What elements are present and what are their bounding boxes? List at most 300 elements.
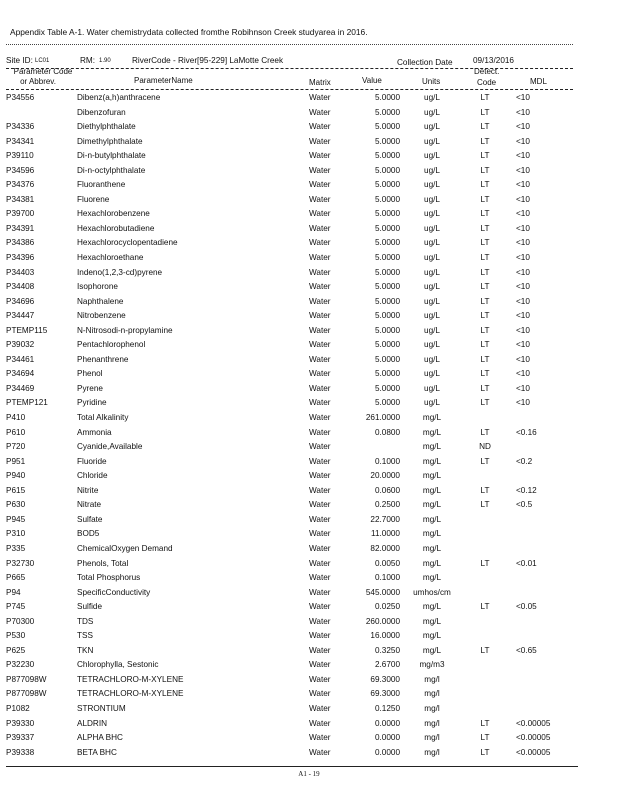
value-cell: 5.0000 <box>374 369 400 379</box>
detect-code-cell: LT <box>480 93 490 102</box>
units-cell: ug/L <box>424 354 440 364</box>
table-row <box>0 673 618 688</box>
parameter-code-cell: P940 <box>6 471 26 481</box>
col-units-header: Units <box>422 77 441 86</box>
detect-code-cell: LT <box>480 296 490 306</box>
parameter-name-cell: Dibenzofuran <box>77 107 126 117</box>
table-row <box>0 266 618 281</box>
detect-code-cell: LT <box>480 500 490 510</box>
matrix-cell: Water <box>309 136 331 146</box>
units-cell: mg/l <box>424 674 440 684</box>
mdl-cell: <10 <box>516 122 530 132</box>
detect-code-cell: ND <box>479 442 491 452</box>
parameter-name-cell: Total Phosphorus <box>77 573 141 583</box>
river-code: RiverCode - River[95-229] LaMotte Creek <box>132 56 284 65</box>
matrix-cell: Water <box>309 471 331 481</box>
col-code-header-line2: or Abbrev. <box>20 77 56 86</box>
parameter-code-cell: P951 <box>6 456 26 466</box>
matrix-cell: Water <box>309 456 331 466</box>
table-row <box>0 382 618 397</box>
table-row <box>0 746 618 761</box>
parameter-code-cell: P34408 <box>6 282 35 292</box>
table-row <box>0 600 618 615</box>
mdl-cell: <10 <box>516 180 530 190</box>
table-row <box>0 280 618 295</box>
detect-code-cell: LT <box>480 354 490 364</box>
mdl-cell: <10 <box>516 311 530 321</box>
mdl-cell: <10 <box>516 383 530 393</box>
units-cell: ug/L <box>424 194 440 204</box>
parameter-code-cell: P877098W <box>6 674 47 684</box>
units-cell: ug/L <box>424 93 440 102</box>
matrix-cell: Water <box>309 573 331 583</box>
matrix-cell: Water <box>309 558 331 568</box>
detect-code-cell: LT <box>480 485 490 495</box>
table-row <box>0 236 618 251</box>
value-cell: 0.0250 <box>374 602 400 612</box>
parameter-name-cell: Pentachlorophenol <box>77 340 146 350</box>
matrix-cell: Water <box>309 631 331 641</box>
rm-value: 1.90 <box>99 58 111 64</box>
matrix-cell: Water <box>309 369 331 379</box>
title-divider <box>6 44 573 45</box>
parameter-code-cell: P945 <box>6 514 26 524</box>
units-cell: mg/L <box>422 543 442 553</box>
table-row <box>0 484 618 499</box>
col-detect-header-line1: Detect. <box>474 67 500 76</box>
matrix-cell: Water <box>309 733 331 743</box>
value-cell: 22.7000 <box>370 514 400 524</box>
parameter-code-cell: P34381 <box>6 194 35 204</box>
table-row <box>0 615 618 630</box>
matrix-cell: Water <box>309 151 331 161</box>
table-row <box>0 498 618 513</box>
value-cell: 5.0000 <box>374 136 400 146</box>
units-cell: ug/L <box>424 122 440 132</box>
value-cell: 0.3250 <box>374 645 400 655</box>
detect-code-cell: LT <box>480 122 490 132</box>
table-row <box>0 411 618 426</box>
parameter-name-cell: Pyrene <box>77 383 103 393</box>
matrix-cell: Water <box>309 543 331 553</box>
matrix-cell: Water <box>309 165 331 175</box>
parameter-name-cell: Ammonia <box>77 427 112 437</box>
matrix-cell: Water <box>309 194 331 204</box>
value-cell: 5.0000 <box>374 151 400 161</box>
matrix-cell: Water <box>309 311 331 321</box>
detect-code-cell: LT <box>480 747 490 757</box>
matrix-cell: Water <box>309 674 331 684</box>
value-cell: 0.0000 <box>374 747 400 757</box>
table-row <box>0 106 618 121</box>
value-cell: 5.0000 <box>374 107 400 117</box>
parameter-name-cell: Isophorone <box>77 282 118 292</box>
matrix-cell: Water <box>309 209 331 219</box>
table-row <box>0 527 618 542</box>
table-row <box>0 324 618 339</box>
table-row <box>0 396 618 411</box>
parameter-code-cell: P34336 <box>6 122 35 132</box>
parameter-name-cell: Hexachlorobenzene <box>77 209 150 219</box>
parameter-code-cell: P335 <box>6 543 26 553</box>
parameter-code-cell: PTEMP115 <box>6 325 48 335</box>
parameter-code-cell: P34694 <box>6 369 35 379</box>
table-row <box>0 513 618 528</box>
detect-code-cell: LT <box>480 558 490 568</box>
mdl-cell: <0.16 <box>516 427 537 437</box>
matrix-cell: Water <box>309 282 331 292</box>
value-cell: 82.0000 <box>370 543 400 553</box>
table-row <box>0 135 618 150</box>
matrix-cell: Water <box>309 587 331 597</box>
matrix-cell: Water <box>309 238 331 248</box>
detect-code-cell: LT <box>480 194 490 204</box>
mdl-cell: <10 <box>516 340 530 350</box>
value-cell: 5.0000 <box>374 311 400 321</box>
units-cell: ug/L <box>424 369 440 379</box>
table-row <box>0 149 618 164</box>
units-cell: mg/L <box>422 529 442 539</box>
detect-code-cell: LT <box>480 325 490 335</box>
parameter-code-cell: P32230 <box>6 660 35 670</box>
units-cell: ug/L <box>424 253 440 263</box>
parameter-code-cell: P630 <box>6 500 26 510</box>
detect-code-cell: LT <box>480 369 490 379</box>
col-matrix-header: Matrix <box>309 78 331 87</box>
matrix-cell: Water <box>309 267 331 277</box>
footer-rule <box>6 766 578 767</box>
value-cell: 0.0800 <box>374 427 400 437</box>
parameter-code-cell: P34341 <box>6 136 35 146</box>
col-detect-header-line2: Code <box>477 78 497 87</box>
parameter-name-cell: Dimethylphthalate <box>77 136 143 146</box>
value-cell: 0.0600 <box>374 485 400 495</box>
units-cell: mg/L <box>422 558 442 568</box>
parameter-name-cell: TETRACHLORO-M-XYLENE <box>77 689 184 699</box>
units-cell: ug/L <box>424 209 440 219</box>
matrix-cell: Water <box>309 340 331 350</box>
parameter-code-cell: P530 <box>6 631 26 641</box>
matrix-cell: Water <box>309 93 331 102</box>
value-cell: 0.0000 <box>374 718 400 728</box>
value-cell: 11.0000 <box>371 529 400 539</box>
matrix-cell: Water <box>309 223 331 233</box>
parameter-code-cell: P665 <box>6 573 26 583</box>
matrix-cell: Water <box>309 660 331 670</box>
detect-code-cell: LT <box>480 282 490 292</box>
detect-code-cell: LT <box>480 398 490 408</box>
table-row <box>0 222 618 237</box>
parameter-name-cell: Chloride <box>77 471 108 481</box>
value-cell: 5.0000 <box>374 354 400 364</box>
units-cell: mg/L <box>422 442 442 452</box>
table-row <box>0 469 618 484</box>
table-row <box>0 717 618 732</box>
col-name-header: ParameterName <box>134 76 193 85</box>
mdl-cell: <10 <box>516 369 530 379</box>
parameter-name-cell: Hexachlorobutadiene <box>77 223 155 233</box>
parameter-name-cell: STRONTIUM <box>77 703 126 713</box>
units-cell: mg/L <box>422 602 442 612</box>
detect-code-cell: LT <box>480 427 490 437</box>
units-cell: mg/L <box>422 616 442 626</box>
parameter-code-cell: P877098W <box>6 689 47 699</box>
table-row <box>0 309 618 324</box>
units-cell: ug/L <box>424 296 440 306</box>
matrix-cell: Water <box>309 107 331 117</box>
parameter-code-cell: P34391 <box>6 223 35 233</box>
parameter-code-cell: P39700 <box>6 209 35 219</box>
table-row <box>0 702 618 717</box>
detect-code-cell: LT <box>480 223 490 233</box>
units-cell: mg/L <box>422 500 442 510</box>
mdl-cell: <10 <box>516 253 530 263</box>
units-cell: mg/m3 <box>419 660 445 670</box>
value-cell: 2.6700 <box>374 660 400 670</box>
site-id-value: LC01 <box>35 58 50 64</box>
parameter-name-cell: Naphthalene <box>77 296 124 306</box>
parameter-code-cell: P34596 <box>6 165 35 175</box>
parameter-name-cell: Di-n-butylphthalate <box>77 151 146 161</box>
matrix-cell: Water <box>309 718 331 728</box>
mdl-cell: <10 <box>516 165 530 175</box>
units-cell: mg/L <box>422 631 442 641</box>
table-row <box>0 687 618 702</box>
table-row <box>0 251 618 266</box>
units-cell: mg/l <box>424 689 440 699</box>
parameter-code-cell: P34396 <box>6 253 35 263</box>
value-cell: 20.0000 <box>370 471 400 481</box>
value-cell: 5.0000 <box>374 93 400 102</box>
detect-code-cell: LT <box>480 209 490 219</box>
value-cell: 5.0000 <box>374 325 400 335</box>
parameter-name-cell: ChemicalOxygen Demand <box>77 543 173 553</box>
table-row <box>0 644 618 659</box>
parameter-name-cell: Nitrobenzene <box>77 311 126 321</box>
detect-code-cell: LT <box>480 340 490 350</box>
units-cell: ug/L <box>424 107 440 117</box>
mdl-cell: <10 <box>516 325 530 335</box>
parameter-code-cell: P310 <box>6 529 26 539</box>
mdl-cell: <10 <box>516 398 530 408</box>
parameter-code-cell: P39110 <box>6 151 34 161</box>
value-cell: 5.0000 <box>374 296 400 306</box>
value-cell: 0.1000 <box>374 573 400 583</box>
value-cell: 5.0000 <box>374 398 400 408</box>
parameter-name-cell: TKN <box>77 645 94 655</box>
mdl-cell: <10 <box>516 151 530 161</box>
parameter-name-cell: Indeno(1,2,3-cd)pyrene <box>77 267 163 277</box>
matrix-cell: Water <box>309 514 331 524</box>
units-cell: mg/L <box>422 471 442 481</box>
units-cell: mg/L <box>422 485 442 495</box>
value-cell: 5.0000 <box>374 180 400 190</box>
matrix-cell: Water <box>309 689 331 699</box>
table-row <box>0 120 618 135</box>
table-row <box>0 207 618 222</box>
table-row <box>0 571 618 586</box>
table-row <box>0 629 618 644</box>
table-row <box>0 353 618 368</box>
mdl-cell: <10 <box>516 296 530 306</box>
matrix-cell: Water <box>309 413 331 423</box>
matrix-cell: Water <box>309 602 331 612</box>
units-cell: mg/l <box>424 733 440 743</box>
mdl-cell: <0.05 <box>516 602 537 612</box>
parameter-name-cell: Nitrate <box>77 500 102 510</box>
matrix-cell: Water <box>309 398 331 408</box>
value-cell: 5.0000 <box>374 165 400 175</box>
mdl-cell: <10 <box>516 238 530 248</box>
units-cell: ug/L <box>424 267 440 277</box>
parameter-name-cell: Di-n-octylphthalate <box>77 165 146 175</box>
value-cell: 5.0000 <box>374 122 400 132</box>
parameter-name-cell: Phenol <box>77 369 103 379</box>
matrix-cell: Water <box>309 253 331 263</box>
table-row <box>0 658 618 673</box>
parameter-name-cell: Dibenz(a,h)anthracene <box>77 93 161 102</box>
units-cell: ug/L <box>424 238 440 248</box>
table-row <box>0 426 618 441</box>
units-cell: ug/L <box>424 311 440 321</box>
units-cell: ug/L <box>424 325 440 335</box>
parameter-name-cell: ALDRIN <box>77 718 108 728</box>
rm-label: RM: <box>80 56 96 65</box>
table-row <box>0 367 618 382</box>
units-cell: mg/L <box>422 456 442 466</box>
table-row <box>0 440 618 455</box>
mdl-cell: <0.2 <box>516 456 533 466</box>
parameter-name-cell: Phenanthrene <box>77 354 129 364</box>
detect-code-cell: LT <box>480 238 490 248</box>
parameter-code-cell: P39330 <box>6 718 35 728</box>
detect-code-cell: LT <box>480 165 490 175</box>
table-row <box>0 338 618 353</box>
parameter-code-cell: P625 <box>6 645 26 655</box>
matrix-cell: Water <box>309 485 331 495</box>
units-cell: ug/L <box>424 223 440 233</box>
value-cell: 0.0000 <box>374 733 400 743</box>
value-cell: 5.0000 <box>374 238 400 248</box>
value-cell: 16.0000 <box>370 631 400 641</box>
units-cell: mg/L <box>422 413 442 423</box>
matrix-cell: Water <box>309 645 331 655</box>
parameter-code-cell: P34469 <box>6 383 35 393</box>
parameter-code-cell: PTEMP121 <box>6 398 48 408</box>
col-value-header: Value <box>362 76 382 85</box>
value-cell: 5.0000 <box>374 267 400 277</box>
mdl-cell: <0.00005 <box>516 733 551 743</box>
value-cell: 0.1000 <box>374 456 400 466</box>
parameter-code-cell: P39032 <box>6 340 35 350</box>
parameter-name-cell: Sulfate <box>77 514 103 524</box>
parameter-code-cell: P39338 <box>6 747 35 757</box>
parameter-name-cell: TSS <box>77 631 93 641</box>
matrix-cell: Water <box>309 747 331 757</box>
parameter-name-cell: ALPHA BHC <box>77 733 123 743</box>
detect-code-cell: LT <box>480 602 490 612</box>
matrix-cell: Water <box>309 122 331 132</box>
units-cell: ug/L <box>424 398 440 408</box>
mdl-cell: <0.5 <box>516 500 533 510</box>
parameter-name-cell: Fluoride <box>77 456 107 466</box>
header-rule-top <box>6 68 573 69</box>
data-table <box>0 91 618 760</box>
value-cell: 260.0000 <box>365 616 400 626</box>
col-code-header-line1: Parameter Code <box>13 67 73 76</box>
parameter-code-cell: P34376 <box>6 180 35 190</box>
value-cell: 5.0000 <box>374 383 400 393</box>
value-cell: 69.3000 <box>370 674 400 684</box>
matrix-cell: Water <box>309 442 331 452</box>
parameter-name-cell: TDS <box>77 616 94 626</box>
units-cell: mg/l <box>424 703 440 713</box>
mdl-cell: <0.12 <box>516 485 537 495</box>
parameter-name-cell: N-Nitrosodi-n-propylamine <box>77 325 173 335</box>
table-row <box>0 586 618 601</box>
units-cell: ug/L <box>424 151 440 161</box>
parameter-name-cell: Phenols, Total <box>77 558 129 568</box>
units-cell: ug/L <box>424 340 440 350</box>
units-cell: mg/L <box>422 573 442 583</box>
page-number: A1 - 19 <box>298 770 320 778</box>
mdl-cell: <0.65 <box>516 645 537 655</box>
value-cell: 5.0000 <box>374 282 400 292</box>
parameter-name-cell: Chlorophylla, Sestonic <box>77 660 159 670</box>
parameter-code-cell: P610 <box>6 427 26 437</box>
parameter-code-cell: P745 <box>6 602 26 612</box>
detect-code-cell: LT <box>480 718 490 728</box>
table-row <box>0 455 618 470</box>
collection-date: 09/13/2016 <box>473 56 514 65</box>
detect-code-cell: LT <box>480 180 490 190</box>
detect-code-cell: LT <box>480 107 490 117</box>
parameter-name-cell: TETRACHLORO-M-XYLENE <box>77 674 184 684</box>
units-cell: ug/L <box>424 136 440 146</box>
value-cell: 0.1250 <box>374 703 400 713</box>
site-id-label: Site ID: <box>6 56 33 65</box>
parameter-code-cell: P94 <box>6 587 21 597</box>
parameter-name-cell: Diethylphthalate <box>77 122 136 132</box>
matrix-cell: Water <box>309 354 331 364</box>
units-cell: ug/L <box>424 383 440 393</box>
parameter-name-cell: Cyanide,Available <box>77 442 143 452</box>
value-cell: 69.3000 <box>370 689 400 699</box>
detect-code-cell: LT <box>480 645 490 655</box>
mdl-cell: <10 <box>516 267 530 277</box>
parameter-name-cell: Fluorene <box>77 194 110 204</box>
mdl-cell: <10 <box>516 136 530 146</box>
table-row <box>0 731 618 746</box>
units-cell: mg/l <box>424 747 440 757</box>
parameter-name-cell: Pyridine <box>77 398 107 408</box>
units-cell: ug/L <box>424 282 440 292</box>
units-cell: mg/L <box>422 514 442 524</box>
table-row <box>0 557 618 572</box>
units-cell: ug/L <box>424 165 440 175</box>
parameter-code-cell: P410 <box>6 413 26 423</box>
mdl-cell: <10 <box>516 93 530 102</box>
units-cell: mg/l <box>424 718 440 728</box>
detect-code-cell: LT <box>480 456 490 466</box>
matrix-cell: Water <box>309 180 331 190</box>
detect-code-cell: LT <box>480 733 490 743</box>
value-cell: 545.0000 <box>365 587 400 597</box>
parameter-name-cell: Sulfide <box>77 602 103 612</box>
parameter-code-cell: P34447 <box>6 311 35 321</box>
parameter-name-cell: Fluoranthene <box>77 180 126 190</box>
units-cell: umhos/cm <box>413 587 451 597</box>
